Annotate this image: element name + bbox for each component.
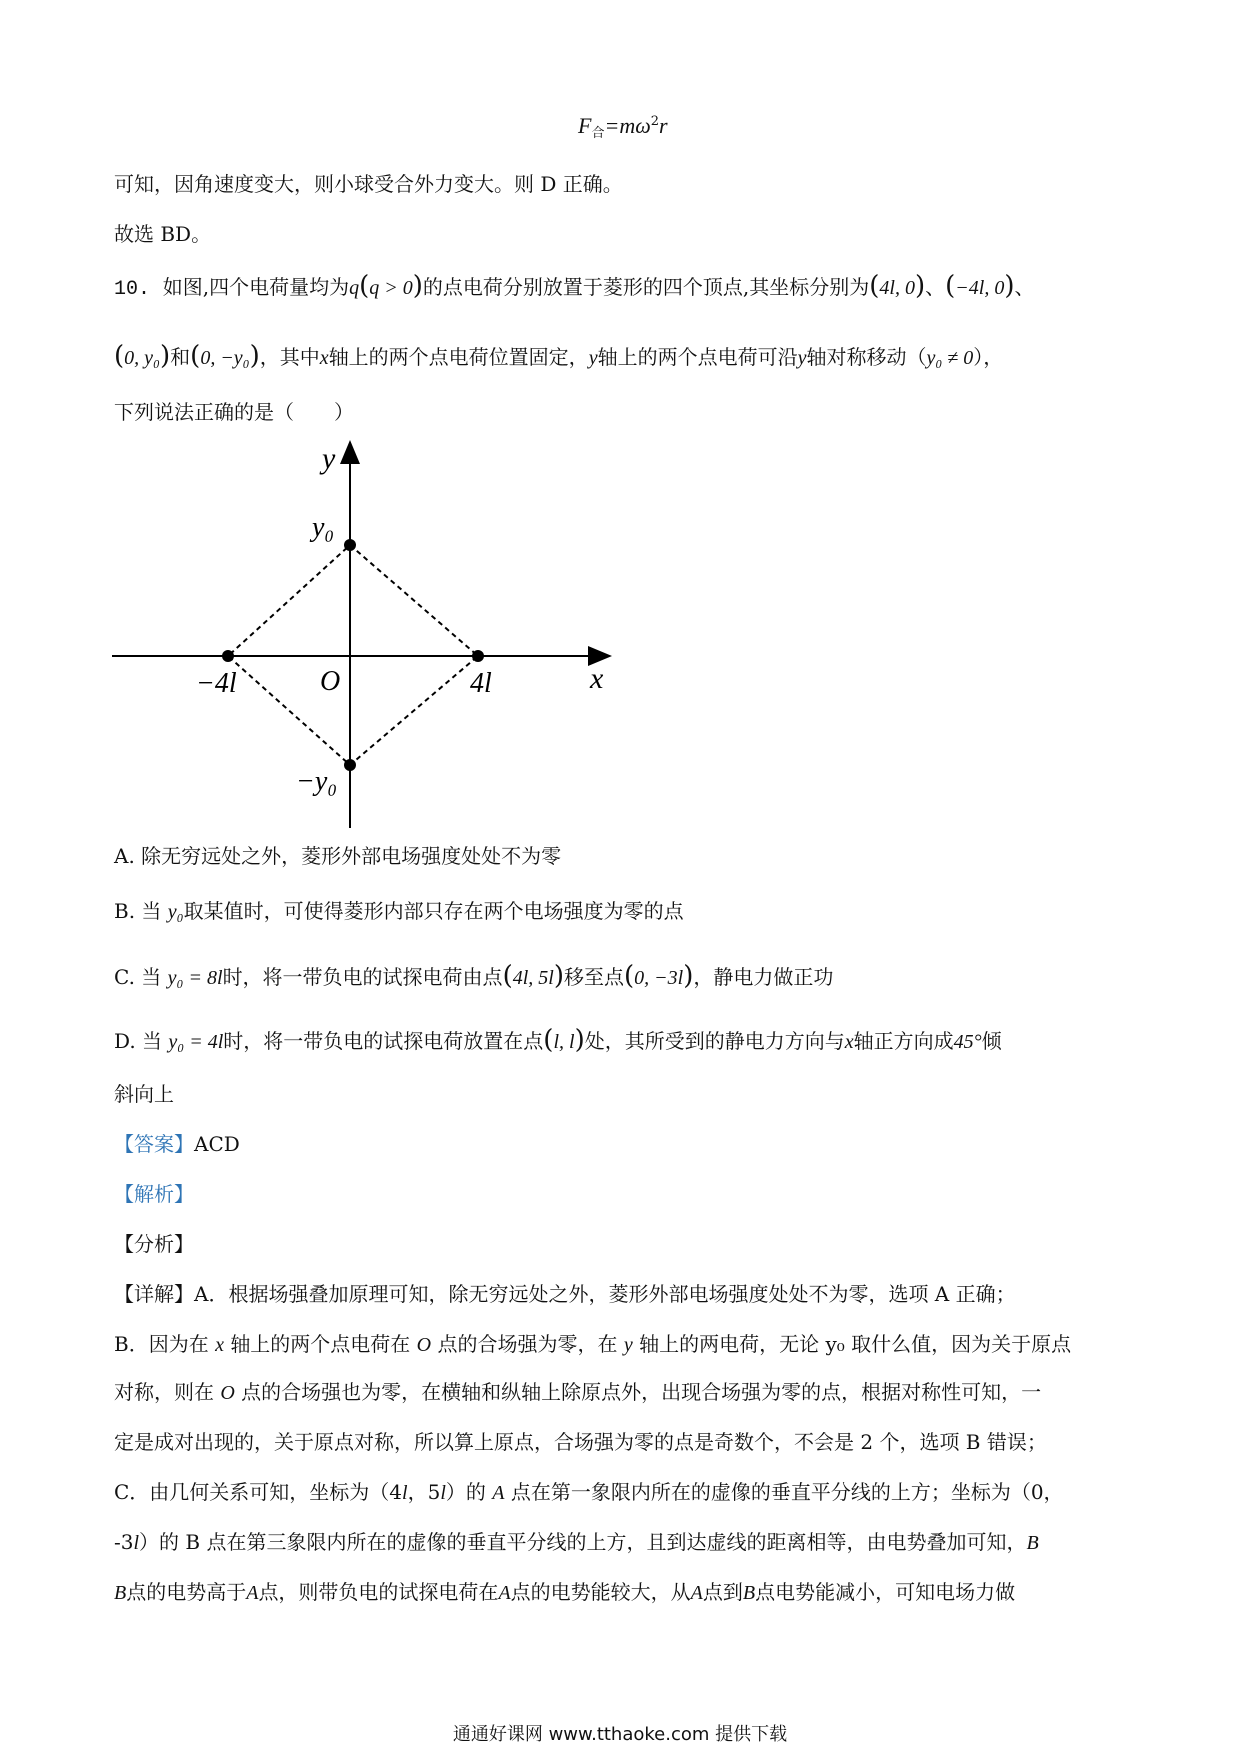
option-b: B. 当 y₀取某值时，可使得菱形内部只存在两个电场强度为零的点	[114, 899, 684, 923]
question-10-line-1: 10. 如图,四个电荷量均为q(q > 0)的点电荷分别放置于菱形的四个顶点,其坐标分别为(4l, 0)、(−4l, 0)、	[114, 271, 1035, 301]
answer	[114, 1130, 240, 1158]
answer-label: 【答案】	[114, 1132, 194, 1156]
option-d-continued: 斜向上	[114, 1082, 174, 1106]
formula-f-net: $F_合=m\omega^2r$	[578, 113, 668, 141]
detail-line-4: 定是成对出现的，关于原点对称，所以算上原点，合场强为零的点是奇数个，不会是 2 个，选项 B 错误；	[114, 1430, 1047, 1454]
charge-right	[472, 650, 484, 662]
label-neg4l: −4l	[196, 668, 237, 699]
answer-value: ACD	[194, 1132, 240, 1156]
label-y0: y₀	[312, 512, 335, 543]
option-c: C. 当 y₀ = 8l时，将一带负电的试探电荷由点(4l, 5l)移至点(0, −3l)，静电力做正功	[114, 961, 834, 991]
text-line-1: 可知，因角速度变大，则小球受合外力变大。则 D 正确。	[114, 172, 623, 196]
charge-top	[344, 539, 356, 551]
question-10-line-2: (0, y₀)和(0, −y₀)，其中x轴上的两个点电荷位置固定，y轴上的两个点电荷可沿y轴对称移动（y₀ ≠ 0），	[114, 341, 1004, 371]
detail-line-2: B．因为在 x 轴上的两个点电荷在 O 点的合场强为零，在 y 轴上的两电荷，无论 y₀ 取什么值，因为关于原点	[114, 1332, 1072, 1356]
label-origin: O	[320, 666, 341, 697]
y-axis-label: y	[322, 442, 336, 475]
detail-line-6: -3l）的 B 点在第三象限内所在的虚像的垂直平分线的上方，且到达虚线的距离相等，由电势叠加可知，B	[114, 1530, 1039, 1554]
text-line-2: 故选 BD。	[114, 222, 212, 246]
detail-line-1: 【详解】A．根据场强叠加原理可知，除无穷远处之外，菱形外部电场强度处处不为零，选项 A 正确；	[114, 1282, 1016, 1306]
option-d: D. 当 y₀ = 4l时，将一带负电的试探电荷放置在点(l, l)处，其所受到的静电力方向与x轴正方向成45°倾	[114, 1025, 1002, 1055]
page-footer: 通通好课网 www.tthaoke.com 提供下载	[452, 1724, 788, 1745]
question-10-line-3: 下列说法正确的是（ ）	[114, 400, 354, 424]
charge-bottom	[344, 759, 356, 771]
charge-left	[222, 650, 234, 662]
x-axis-label: x	[590, 662, 604, 695]
detail-line-7: B点的电势高于A点，则带负电的试探电荷在A点的电势能较大，从A点到B点电势能减小，可知电场力做	[114, 1580, 1016, 1604]
analysis-heading: 【解析】	[114, 1182, 194, 1206]
detail-line-5: C．由几何关系可知，坐标为（4l，5l）的 A 点在第一象限内所在的虚像的垂直平分线的上方；坐标为（0，	[114, 1480, 1064, 1504]
detail-line-3: 对称，则在 O 点的合场强也为零，在横轴和纵轴上除原点外，出现合场强为零的点，根据对称性可知，一	[114, 1380, 1042, 1404]
label-neg-y0: −y₀	[296, 766, 338, 797]
fenxi-heading: 【分析】	[114, 1232, 194, 1256]
option-a: A. 除无穷远处之外，菱形外部电场强度处处不为零	[114, 844, 562, 868]
label-4l: 4l	[470, 668, 492, 699]
